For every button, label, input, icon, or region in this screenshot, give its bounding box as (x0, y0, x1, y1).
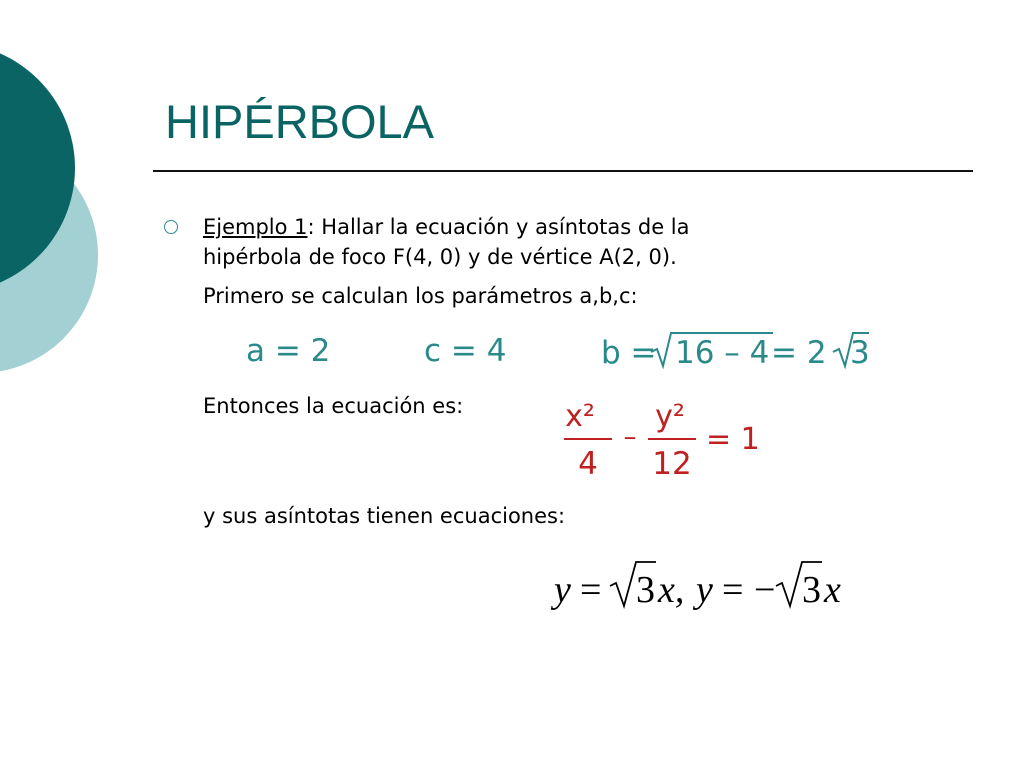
equation-term1-denominator: 4 (578, 446, 598, 482)
param-b-radicand: 16 – 4 (675, 335, 770, 371)
asymptote1-equals: = (580, 569, 602, 611)
equation-minus: – (623, 422, 637, 452)
asymptote1-variable: x, (658, 569, 685, 611)
equation-term1-numerator: x² (565, 399, 595, 434)
equation-rhs: = 1 (706, 422, 760, 457)
equation-intro: Entonces la ecuación es: (203, 394, 464, 418)
param-b-formula (601, 330, 881, 372)
asymptotes-intro: y sus asíntotas tienen ecuaciones: (203, 504, 566, 528)
parameters-intro: Primero se calculan los parámetros a,b,c: (203, 284, 638, 308)
asymptote2-radicand: 3 (802, 569, 821, 611)
param-c-formula: c = 4 (424, 333, 507, 369)
param-a-formula: a = 2 (246, 333, 331, 369)
asymptote1-radicand: 3 (636, 569, 655, 611)
param-b-prefix: b = (601, 335, 657, 371)
slide-title: HIPÉRBOLA (165, 95, 435, 148)
hyperbola-equation (556, 392, 776, 482)
bullet-circle-icon (164, 220, 178, 234)
title-divider (153, 170, 973, 172)
param-b-result-radicand: 3 (850, 335, 870, 371)
example-line-1 (203, 212, 690, 242)
example-label: Ejemplo 1 (203, 215, 308, 239)
equation-term2-numerator: y² (655, 399, 685, 434)
example-statement: : Hallar la ecuación y asíntotas de la (307, 215, 690, 239)
param-b-middle: = 2 (771, 335, 827, 371)
example-line-2: hipérbola de foco F(4, 0) y de vértice A(2, 0). (203, 245, 677, 269)
asymptote2-sign: − (754, 569, 776, 611)
asymptote1-lhs: y (554, 569, 571, 611)
asymptote-equations (548, 556, 858, 616)
asymptote2-equals: = (722, 569, 744, 611)
equation-term2-denominator: 12 (652, 446, 692, 482)
decorative-circles (0, 0, 110, 420)
asymptote2-variable: x (824, 569, 841, 611)
asymptote2-lhs: y (696, 569, 713, 611)
